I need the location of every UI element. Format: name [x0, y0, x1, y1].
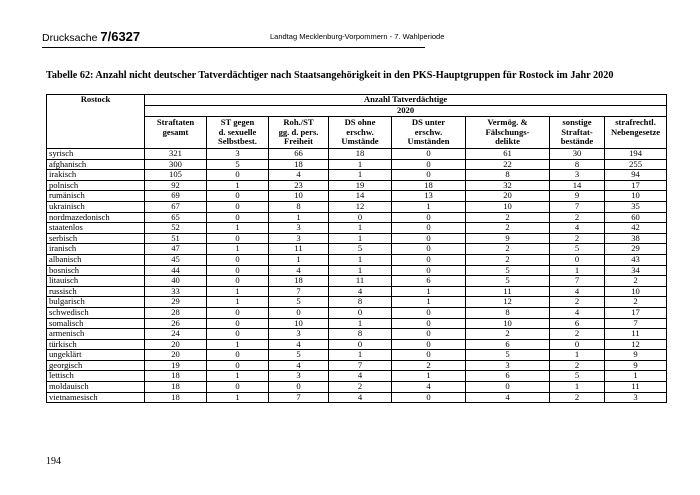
table-cell: 4: [329, 371, 392, 382]
table-cell: 92: [145, 180, 207, 191]
table-cell: 7: [605, 318, 667, 329]
table-cell: 1: [329, 265, 392, 276]
table-row: [47, 233, 667, 244]
row-label: lettisch: [47, 371, 145, 382]
table-cell: 5: [466, 350, 550, 361]
table-cell: 4: [269, 170, 329, 181]
table-cell: 0: [207, 265, 269, 276]
table-cell: 3: [269, 329, 329, 340]
table-cell: 14: [329, 191, 392, 202]
table-cell: 32: [466, 180, 550, 191]
table-cell: 4: [466, 392, 550, 403]
table-cell: 0: [207, 360, 269, 371]
table-cell: 18: [145, 392, 207, 403]
table-cell: 1: [269, 212, 329, 223]
row-label: moldauisch: [47, 382, 145, 393]
table-cell: 26: [145, 318, 207, 329]
row-label: türkisch: [47, 339, 145, 350]
table-cell: 2: [466, 212, 550, 223]
table-cell: 4: [269, 360, 329, 371]
table-cell: 2: [605, 297, 667, 308]
table-cell: 6: [466, 371, 550, 382]
table-cell: 6: [466, 339, 550, 350]
column-header: ST gegen d. sexuelle Selbstbest.: [207, 117, 269, 149]
row-label: ukrainisch: [47, 201, 145, 212]
document-number: [42, 29, 140, 44]
table-cell: 19: [329, 180, 392, 191]
table-cell: 3: [269, 233, 329, 244]
table-cell: 45: [145, 254, 207, 265]
table-row: [47, 170, 667, 181]
table-cell: 94: [605, 170, 667, 181]
row-label: staatenlos: [47, 223, 145, 234]
row-label: afghanisch: [47, 159, 145, 170]
table-cell: 7: [550, 201, 605, 212]
table-cell: 1: [207, 371, 269, 382]
table-cell: 2: [550, 392, 605, 403]
table-cell: 4: [550, 223, 605, 234]
table-cell: 33: [145, 286, 207, 297]
row-label: ungeklärt: [47, 350, 145, 361]
table-cell: 4: [269, 339, 329, 350]
row-label: irakisch: [47, 170, 145, 181]
table-cell: 0: [207, 201, 269, 212]
table-cell: 0: [207, 307, 269, 318]
table-cell: 8: [466, 307, 550, 318]
table-cell: 9: [605, 360, 667, 371]
table-cell: 42: [605, 223, 667, 234]
table-cell: 1: [392, 371, 466, 382]
table-cell: 18: [269, 159, 329, 170]
table-cell: 10: [269, 191, 329, 202]
table-cell: 7: [329, 360, 392, 371]
table-cell: 0: [392, 318, 466, 329]
table-row: [47, 350, 667, 361]
table-cell: 0: [207, 276, 269, 287]
table-cell: 0: [392, 149, 466, 160]
table-cell: 0: [392, 244, 466, 255]
page-number: 194: [46, 456, 61, 467]
document-id: 7/6327: [100, 29, 141, 44]
table-cell: 1: [329, 318, 392, 329]
table-cell: 13: [392, 191, 466, 202]
row-label: bulgarisch: [47, 297, 145, 308]
table-cell: 0: [329, 212, 392, 223]
year-header: 2020: [145, 106, 667, 117]
table-cell: 0: [392, 392, 466, 403]
row-label: albanisch: [47, 254, 145, 265]
table-cell: 194: [605, 149, 667, 160]
table-cell: 7: [269, 392, 329, 403]
table-cell: 255: [605, 159, 667, 170]
column-header: sonstige Straftat- bestände: [550, 117, 605, 149]
table-cell: 10: [605, 191, 667, 202]
table-cell: 18: [145, 382, 207, 393]
row-label: russisch: [47, 286, 145, 297]
table-cell: 0: [269, 382, 329, 393]
table-cell: 7: [550, 276, 605, 287]
row-label: georgisch: [47, 360, 145, 371]
table-cell: 0: [392, 265, 466, 276]
table-row: [47, 360, 667, 371]
table-cell: 18: [392, 180, 466, 191]
table-cell: 43: [605, 254, 667, 265]
table-cell: 3: [466, 360, 550, 371]
table-cell: 300: [145, 159, 207, 170]
table-cell: 3: [605, 392, 667, 403]
table-cell: 1: [329, 159, 392, 170]
table-cell: 5: [466, 276, 550, 287]
table-cell: 11: [605, 382, 667, 393]
table-cell: 0: [392, 329, 466, 340]
table-cell: 2: [329, 382, 392, 393]
table-cell: 2: [466, 329, 550, 340]
document-prefix: Drucksache: [42, 32, 98, 44]
table-row: [47, 159, 667, 170]
table-cell: 40: [145, 276, 207, 287]
table-row: [47, 276, 667, 287]
table-cell: 10: [269, 318, 329, 329]
table-cell: 105: [145, 170, 207, 181]
table-cell: 1: [550, 265, 605, 276]
table-cell: 0: [392, 159, 466, 170]
table-cell: 8: [466, 170, 550, 181]
table-cell: 9: [466, 233, 550, 244]
table-cell: 1: [392, 286, 466, 297]
table-cell: 5: [269, 350, 329, 361]
table-cell: 18: [329, 149, 392, 160]
table-cell: 0: [207, 329, 269, 340]
table-cell: 2: [550, 360, 605, 371]
column-header: Straftaten gesamt: [145, 117, 207, 149]
table-cell: 30: [550, 149, 605, 160]
column-header: DS unter erschw. Umständen: [392, 117, 466, 149]
table-cell: 0: [392, 350, 466, 361]
table-cell: 1: [207, 180, 269, 191]
table-cell: 11: [605, 329, 667, 340]
table-cell: 2: [466, 244, 550, 255]
table-cell: 2: [466, 254, 550, 265]
table-cell: 0: [269, 307, 329, 318]
table-cell: 5: [550, 244, 605, 255]
table-cell: 20: [145, 350, 207, 361]
group-header: Anzahl Tatverdächtige: [145, 95, 667, 106]
table-cell: 69: [145, 191, 207, 202]
table-cell: 19: [145, 360, 207, 371]
table-cell: 321: [145, 149, 207, 160]
table-row: [47, 149, 667, 160]
table-cell: 20: [466, 191, 550, 202]
table-cell: 38: [605, 233, 667, 244]
table-cell: 1: [207, 286, 269, 297]
table-cell: 12: [329, 201, 392, 212]
table-cell: 5: [269, 297, 329, 308]
table-cell: 5: [466, 265, 550, 276]
table-cell: 0: [550, 339, 605, 350]
table-cell: 0: [392, 223, 466, 234]
table-cell: 67: [145, 201, 207, 212]
table-cell: 1: [550, 382, 605, 393]
table-cell: 24: [145, 329, 207, 340]
table-row: [47, 307, 667, 318]
table-cell: 0: [392, 307, 466, 318]
table-cell: 47: [145, 244, 207, 255]
table-cell: 4: [550, 286, 605, 297]
table-cell: 34: [605, 265, 667, 276]
table-row: [47, 201, 667, 212]
row-label: schwedisch: [47, 307, 145, 318]
table-cell: 17: [605, 307, 667, 318]
table-cell: 0: [207, 318, 269, 329]
table-row: [47, 212, 667, 223]
table-cell: 1: [207, 339, 269, 350]
table-body: [47, 149, 667, 403]
table-cell: 60: [605, 212, 667, 223]
table-cell: 2: [550, 212, 605, 223]
table-cell: 44: [145, 265, 207, 276]
table-cell: 1: [269, 254, 329, 265]
table-cell: 28: [145, 307, 207, 318]
table-cell: 1: [605, 371, 667, 382]
table-cell: 52: [145, 223, 207, 234]
column-header: strafrechtl. Nebengesetze: [605, 117, 667, 149]
table-cell: 18: [269, 276, 329, 287]
table-cell: 4: [550, 307, 605, 318]
table-cell: 29: [605, 244, 667, 255]
table-cell: 0: [207, 212, 269, 223]
table-cell: 0: [392, 254, 466, 265]
table-cell: 1: [329, 350, 392, 361]
row-label: rumänisch: [47, 191, 145, 202]
header-rule: [42, 47, 425, 48]
table-cell: 0: [207, 350, 269, 361]
table-row: [47, 265, 667, 276]
table-cell: 8: [550, 159, 605, 170]
table-cell: 2: [605, 276, 667, 287]
table-cell: 2: [392, 360, 466, 371]
table-cell: 1: [392, 201, 466, 212]
table-cell: 11: [329, 276, 392, 287]
table-cell: 51: [145, 233, 207, 244]
table-cell: 2: [550, 233, 605, 244]
table-cell: 8: [329, 329, 392, 340]
table-row: [47, 392, 667, 403]
table-cell: 1: [207, 392, 269, 403]
row-label: litauisch: [47, 276, 145, 287]
table-row: [47, 318, 667, 329]
table-row: [47, 382, 667, 393]
table-cell: 0: [207, 170, 269, 181]
table-cell: 10: [466, 201, 550, 212]
table-cell: 0: [207, 233, 269, 244]
table-cell: 4: [269, 265, 329, 276]
table-cell: 11: [466, 286, 550, 297]
table-cell: 0: [466, 382, 550, 393]
row-label: vietnamesisch: [47, 392, 145, 403]
row-label: nordmazedonisch: [47, 212, 145, 223]
row-label: armenisch: [47, 329, 145, 340]
table-cell: 11: [269, 244, 329, 255]
parliament-header: Landtag Mecklenburg-Vorpommern - 7. Wahlperiode: [270, 32, 445, 41]
table-cell: 1: [550, 350, 605, 361]
table-cell: 2: [466, 223, 550, 234]
table-cell: 1: [329, 170, 392, 181]
table-row: [47, 297, 667, 308]
row-label: iranisch: [47, 244, 145, 255]
table-row: [47, 254, 667, 265]
table-cell: 1: [392, 297, 466, 308]
table-cell: 4: [329, 392, 392, 403]
table-cell: 1: [207, 244, 269, 255]
table-row: [47, 180, 667, 191]
row-label: serbisch: [47, 233, 145, 244]
table-cell: 8: [269, 201, 329, 212]
table-cell: 0: [392, 170, 466, 181]
row-label: polnisch: [47, 180, 145, 191]
corner-header: Rostock: [47, 95, 145, 149]
table-cell: 0: [329, 307, 392, 318]
table-cell: 7: [269, 286, 329, 297]
column-header: Vermög. & Fälschungs- delikte: [466, 117, 550, 149]
column-header: DS ohne erschw. Umstände: [329, 117, 392, 149]
table-cell: 12: [466, 297, 550, 308]
table-cell: 3: [207, 149, 269, 160]
table-cell: 35: [605, 201, 667, 212]
table-cell: 0: [392, 233, 466, 244]
table-cell: 0: [329, 339, 392, 350]
table-cell: 6: [392, 276, 466, 287]
table-cell: 10: [605, 286, 667, 297]
table-cell: 9: [605, 350, 667, 361]
table-cell: 14: [550, 180, 605, 191]
data-table: [46, 94, 667, 403]
table-cell: 22: [466, 159, 550, 170]
table-cell: 20: [145, 339, 207, 350]
table-cell: 12: [605, 339, 667, 350]
table-row: [47, 329, 667, 340]
table-cell: 4: [392, 382, 466, 393]
row-label: syrisch: [47, 149, 145, 160]
table-cell: 5: [550, 371, 605, 382]
table-cell: 23: [269, 180, 329, 191]
table-cell: 3: [269, 223, 329, 234]
table-cell: 5: [329, 244, 392, 255]
column-header: Roh./ST gg. d. pers. Freiheit: [269, 117, 329, 149]
table-cell: 3: [550, 170, 605, 181]
table-cell: 0: [392, 212, 466, 223]
table-cell: 5: [207, 159, 269, 170]
table-cell: 0: [207, 254, 269, 265]
table-cell: 17: [605, 180, 667, 191]
table-cell: 29: [145, 297, 207, 308]
table-row: [47, 286, 667, 297]
table-row: [47, 223, 667, 234]
table-cell: 0: [207, 382, 269, 393]
table-cell: 9: [550, 191, 605, 202]
row-label: somalisch: [47, 318, 145, 329]
table-cell: 0: [550, 254, 605, 265]
table-cell: 1: [329, 223, 392, 234]
table-cell: 18: [145, 371, 207, 382]
table-row: [47, 371, 667, 382]
table-cell: 8: [329, 297, 392, 308]
table-cell: 65: [145, 212, 207, 223]
table-cell: 4: [329, 286, 392, 297]
table-row: [47, 339, 667, 350]
table-cell: 0: [392, 339, 466, 350]
table-cell: 10: [466, 318, 550, 329]
table-title: Tabelle 62: Anzahl nicht deutscher Tatverdächtiger nach Staatsangehörigkeit in den PKS-Hauptgruppen für Rostock im Jahr 2020: [46, 70, 614, 81]
table-row: [47, 244, 667, 255]
table-cell: 6: [550, 318, 605, 329]
table-row: [47, 191, 667, 202]
row-label: bosnisch: [47, 265, 145, 276]
table-cell: 0: [207, 191, 269, 202]
table-cell: 61: [466, 149, 550, 160]
table-cell: 1: [207, 223, 269, 234]
table-cell: 1: [329, 254, 392, 265]
table-cell: 1: [207, 297, 269, 308]
table-cell: 66: [269, 149, 329, 160]
table-cell: 3: [269, 371, 329, 382]
table-cell: 1: [329, 233, 392, 244]
table-cell: 2: [550, 297, 605, 308]
table-cell: 2: [550, 329, 605, 340]
